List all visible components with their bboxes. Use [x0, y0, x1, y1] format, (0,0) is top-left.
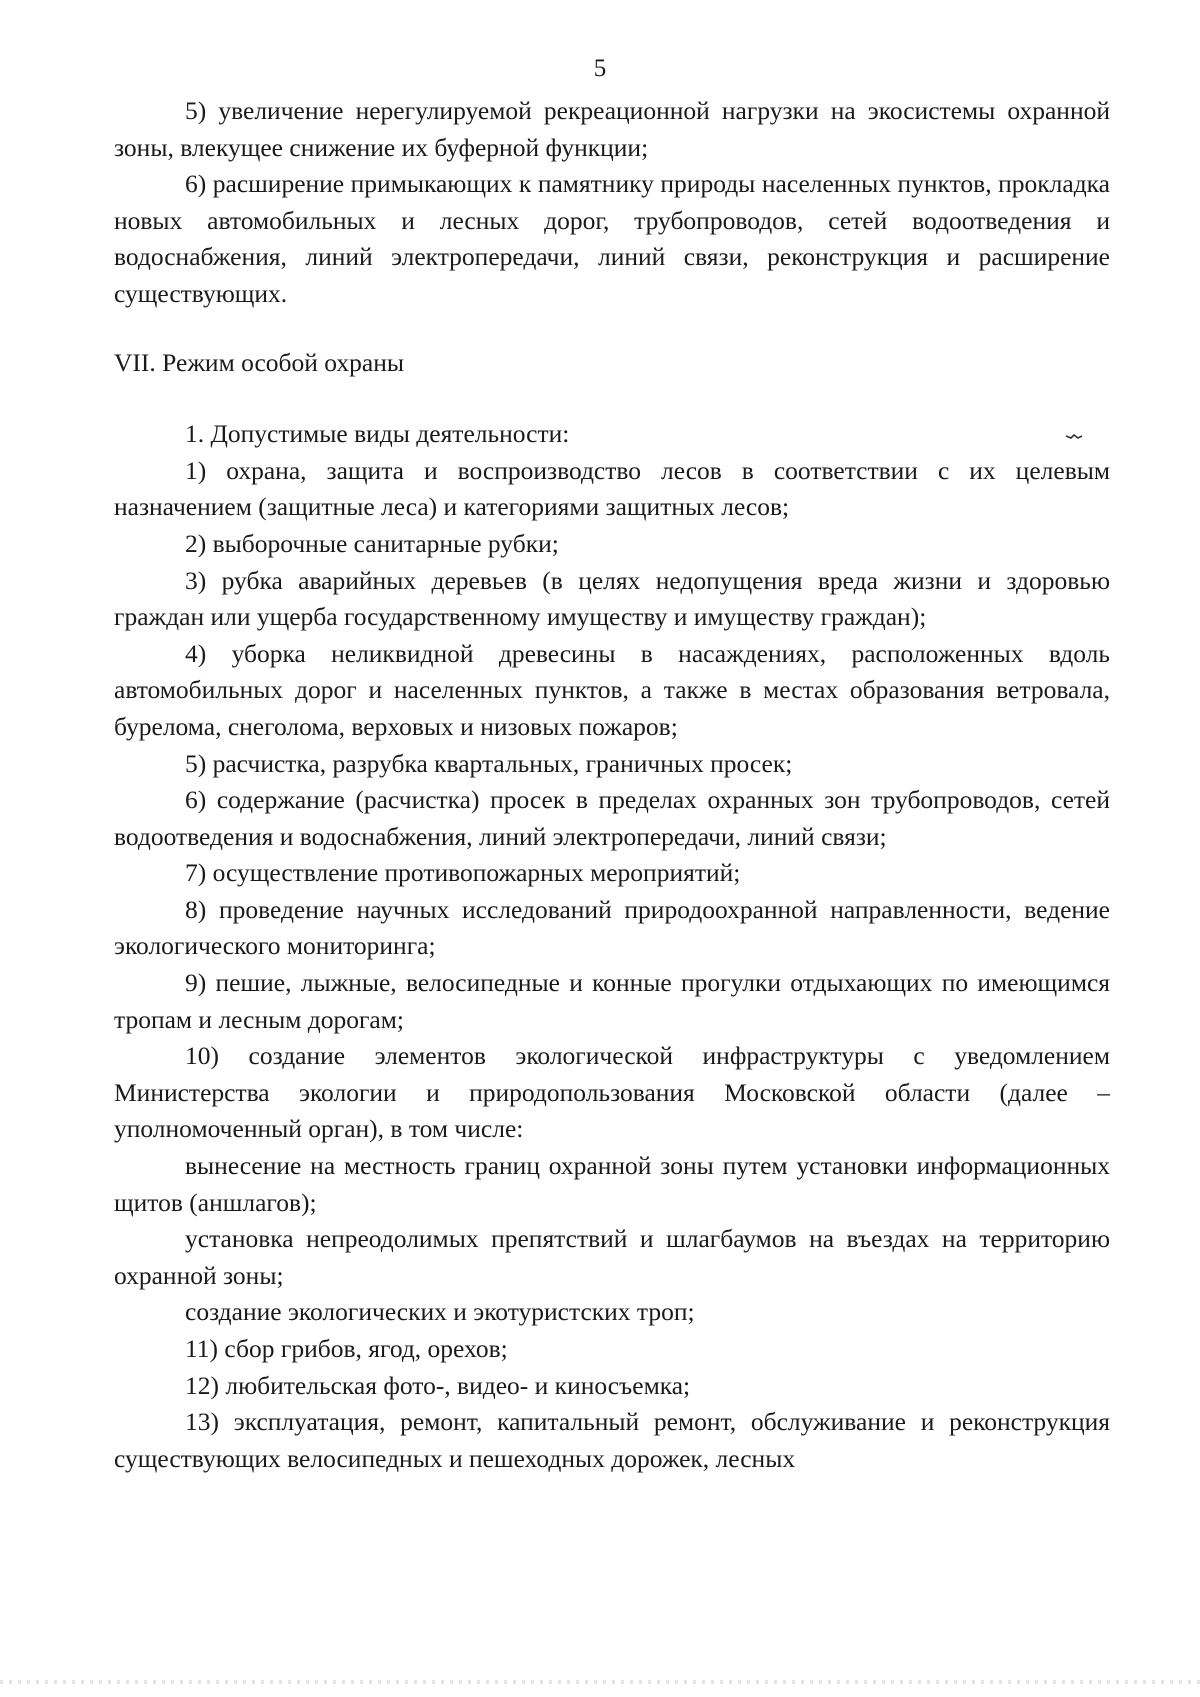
list-item: 2) выборочные санитарные рубки;	[185, 528, 559, 558]
sub-item: создание экологических и экотуристских троп;	[185, 1297, 695, 1327]
list-item: 10) создание элементов экологической инфраструктуры с уведомлением Министерства экологии и природопользования Московской области (далее – уполномоченный орган), в том числе:	[114, 1041, 1110, 1144]
document-body	[114, 93, 1110, 1477]
list-item: 12) любительская фото-, видео- и киносъемка;	[185, 1370, 691, 1400]
scan-edge-artifact	[0, 1680, 1200, 1684]
list-item: 4) уборка неликвидной древесины в насаждениях, расположенных вдоль автомобильных дорог и населенных пунктов, а также в местах образования ветровала, бурелома, снеголома, верховых и низовых пожаров;	[114, 638, 1110, 741]
list-item: 3) рубка аварийных деревьев (в целях недопущения вреда жизни и здоровью граждан или ущерба государственному имуществу и имуществу граждан);	[114, 565, 1110, 632]
page-number: 5	[593, 55, 607, 82]
list-item: 7) осуществление противопожарных мероприятий;	[185, 858, 741, 888]
paragraph: 5) увеличение нерегулируемой рекреационной нагрузки на экосистемы охранной зоны, влекущее снижение их буферной функции;	[114, 96, 1110, 162]
list-item: 13) эксплуатация, ремонт, капитальный ремонт, обслуживание и реконструкция существующих велосипедных и пешеходных дорожек, лесных	[114, 1407, 1110, 1473]
list-item: 6) содержание (расчистка) просек в пределах охранных зон трубопроводов, сетей водоотведения и водоснабжения, линий электропередачи, линий связи;	[114, 785, 1110, 851]
list-item: 9) пешие, лыжные, велосипедные и конные прогулки отдыхающих по имеющимся тропам и лесным дорогам;	[114, 968, 1110, 1034]
paragraph: 6) расширение примыкающих к памятнику природы населенных пунктов, прокладка новых автомобильных и лесных дорог, трубопроводов, сетей водоотведения и водоснабжения, линий электропередачи, линий связи, реконструкция и расширение существующих.	[114, 169, 1110, 308]
list-item: 11) сбор грибов, ягод, орехов;	[185, 1334, 508, 1363]
section-heading: VII. Режим особой охраны	[114, 347, 405, 377]
list-item: 8) проведение научных исследований природоохранной направленности, ведение экологического мониторинга;	[114, 894, 1110, 961]
list-item: 5) расчистка, разрубка квартальных, граничных просек;	[185, 748, 793, 778]
sub-item: вынесение на местность границ охранной зоны путем установки информационных щитов (аншлагов);	[114, 1151, 1110, 1217]
list-item: 1) охрана, защита и воспроизводство лесов в соответствии с их целевым назначением (защитные леса) и категориями защитных лесов;	[114, 455, 1110, 522]
paragraph: 1. Допустимые виды деятельности:	[185, 419, 570, 449]
sub-item: установка непреодолимых препятствий и шлагбаумов на въездах на территорию охранной зоны;	[114, 1224, 1110, 1290]
